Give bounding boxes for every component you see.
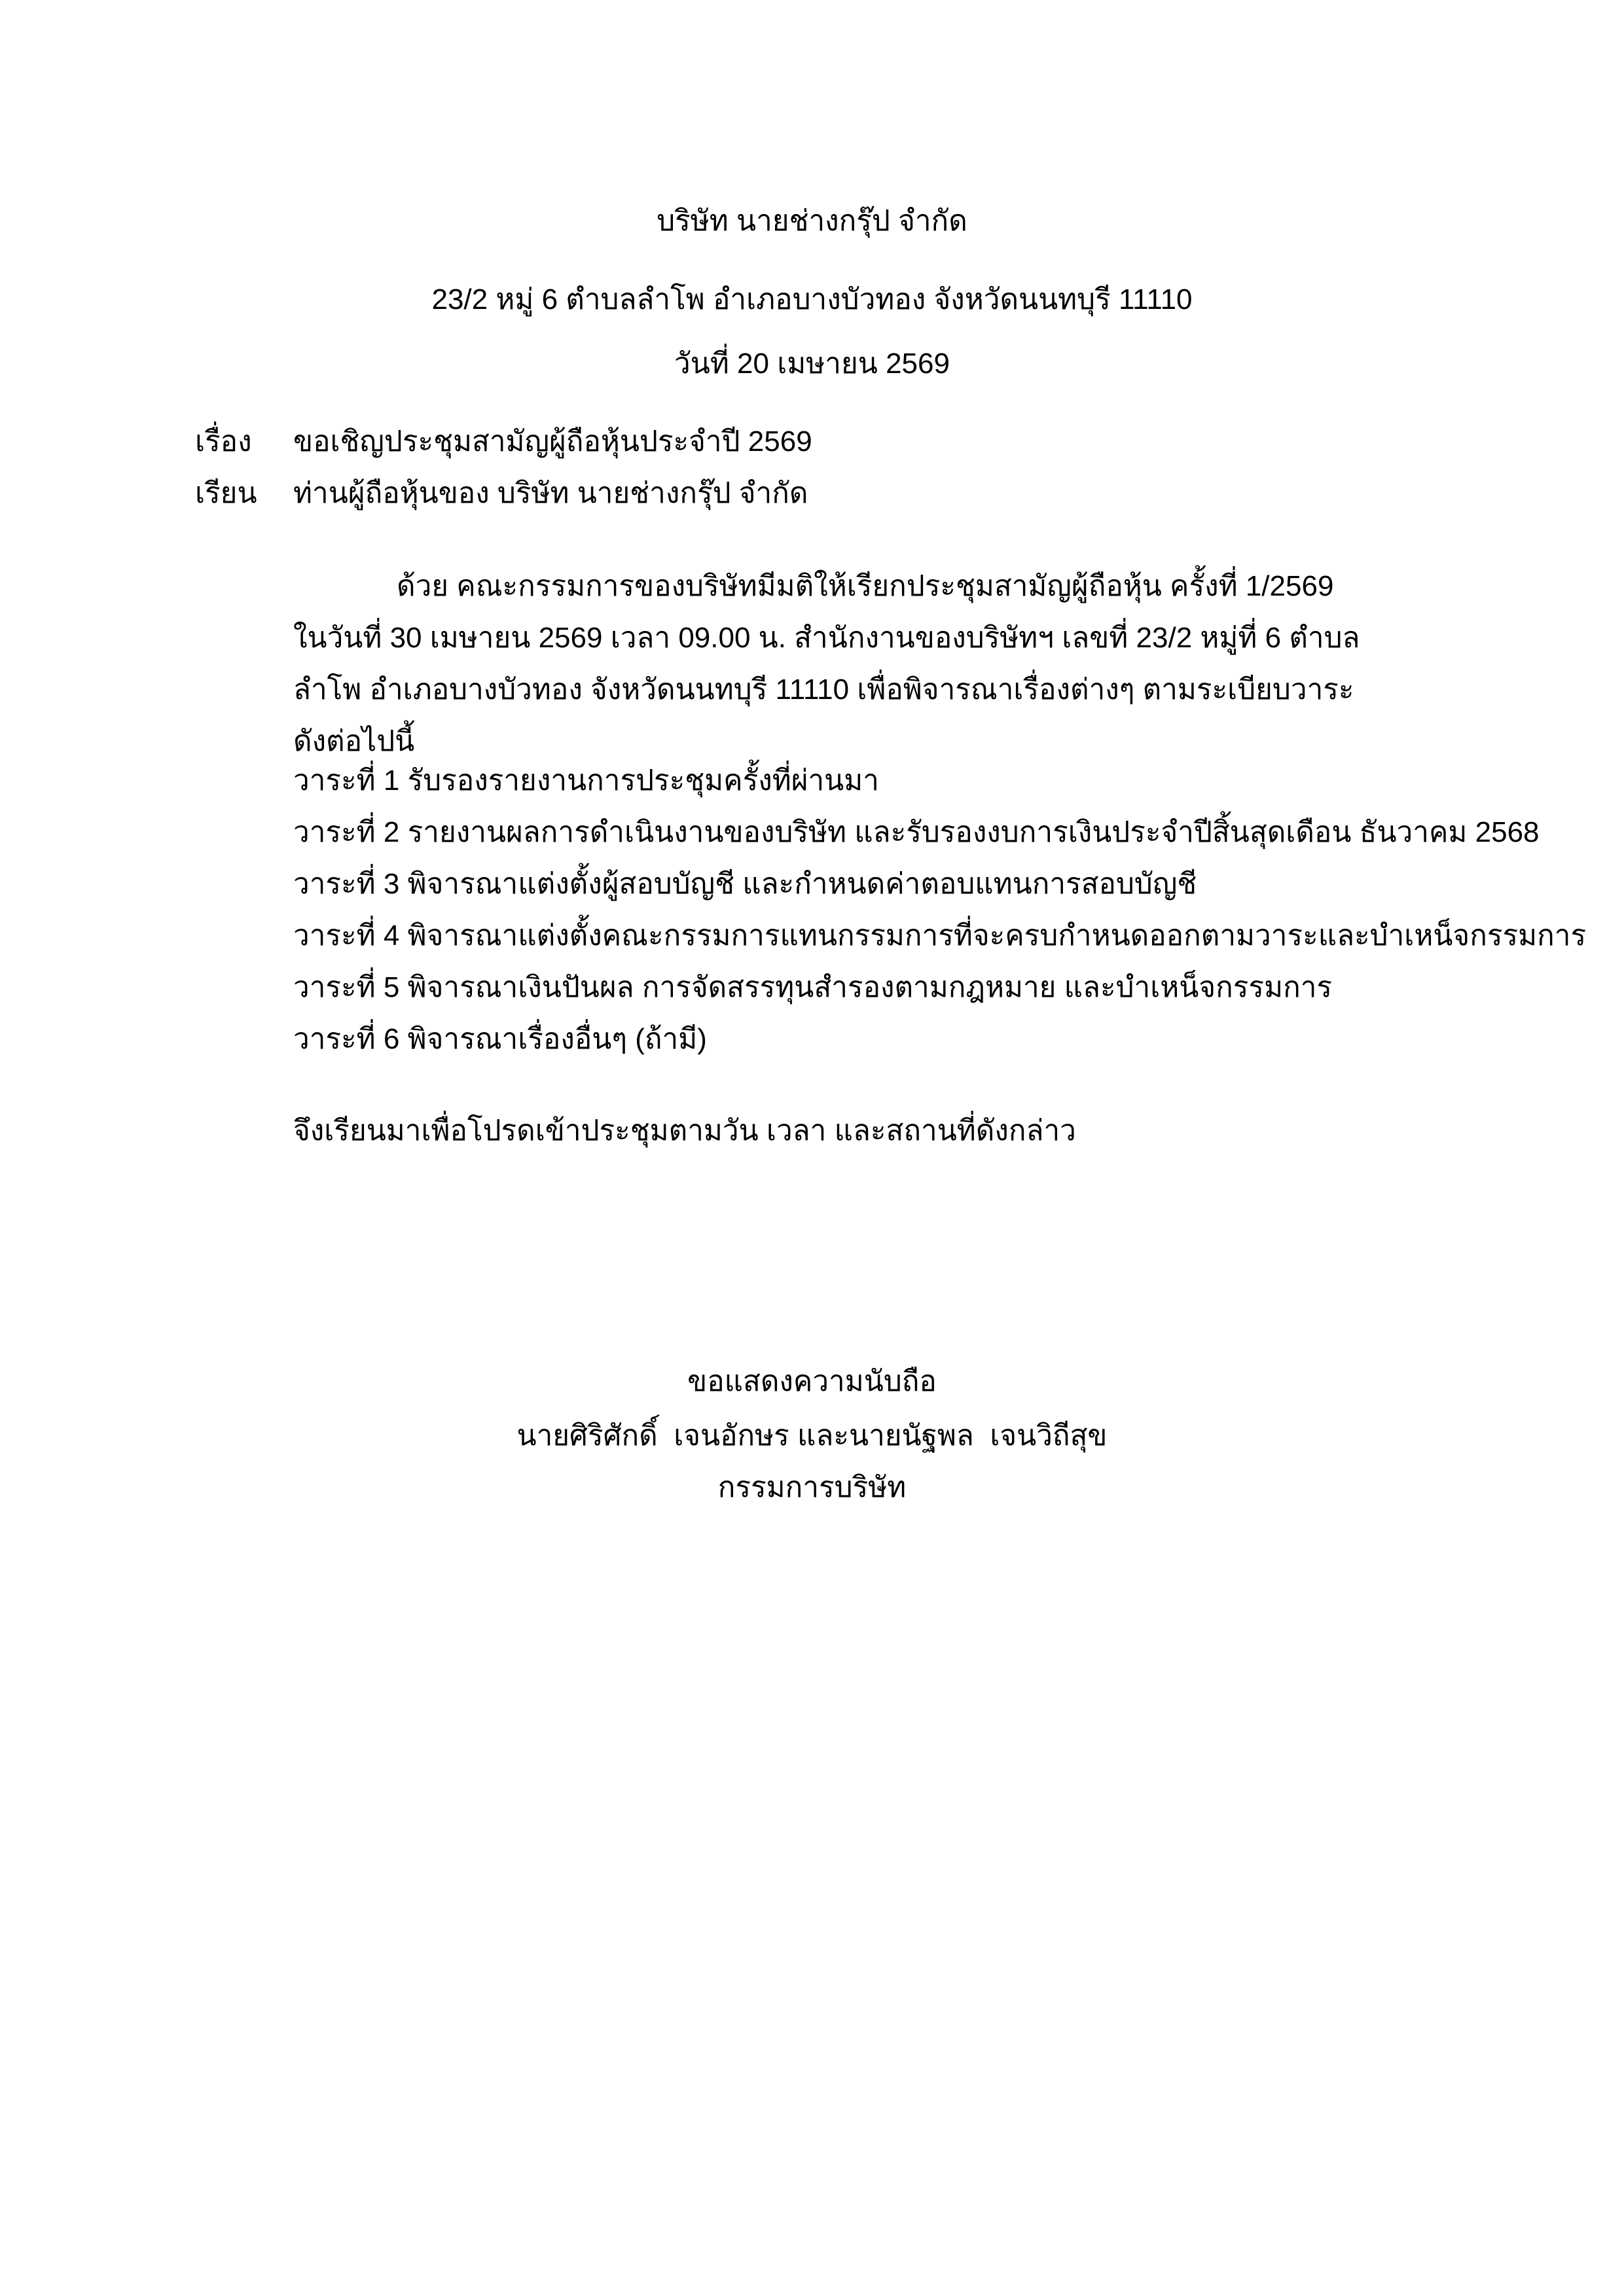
agenda-item-3: วาระที่ 3 พิจารณาแต่งตั้งผู้สอบบัญชี และกำหนดค่าตอบแทนการสอบบัญชี — [293, 868, 1197, 900]
agenda-list — [293, 755, 1587, 1065]
company-address: 23/2 หมู่ 6 ตำบลลำโพ อำเภอบางบัวทอง จังหวัดนนทบุรี 11110 — [431, 283, 1193, 315]
closing-line: จึงเรียนมาเพื่อโปรดเข้าประชุมตามวัน เวลา และสถานที่ดังกล่าว — [293, 1115, 1076, 1147]
agenda-item-4: วาระที่ 4 พิจารณาแต่งตั้งคณะกรรมการแทนกรรมการที่จะครบกำหนดออกตามวาระและบำเหน็จกรรมการ — [293, 920, 1587, 952]
agenda-item-6: วาระที่ 6 พิจารณาเรื่องอื่นๆ (ถ้ามี) — [293, 1023, 707, 1055]
agenda-item-2: วาระที่ 2 รายงานผลการดำเนินงานของบริษัท และรับรองงบการเงินประจำปีสิ้นสุดเดือน ธันวาคม 2568 — [293, 816, 1540, 848]
agenda-item-5: วาระที่ 5 พิจารณาเงินปันผล การจัดสรรทุนสำรองตามกฎหมาย และบำเหน็จกรรมการ — [293, 971, 1333, 1003]
subject-text: ขอเชิญประชุมสามัญผู้ถือหุ้นประจำปี 2569 — [293, 425, 812, 457]
body-paragraph: ด้วย คณะกรรมการของบริษัทมีมติให้เรียกประชุมสามัญผู้ถือหุ้น ครั้งที่ 1/2569 ในวันที่ 30 เมษายน 2569 เวลา 09.00 น. สำนักงานของบริษัทฯ เลขที่ 23/2 หมู่ที่ 6 ตำบลลำโพ อำเภอบางบัวทอง จังหวัดนนทบุรี 11110 เพื่อพิจารณาเรื่องต่างๆ ตามระเบียบวาระดังต่อไปนี้ — [293, 570, 1360, 757]
signature-salutation: ขอแสดงความนับถือ — [687, 1365, 937, 1397]
subject-label: เรื่อง — [195, 425, 252, 457]
recipient-text: ท่านผู้ถือหุ้นของ บริษัท นายช่างกรุ๊ป จำกัด — [293, 477, 808, 509]
signature-title: กรรมการบริษัท — [717, 1471, 907, 1503]
company-name: บริษัท นายช่างกรุ๊ป จำกัด — [657, 205, 967, 237]
agenda-item-1: วาระที่ 1 รับรองรายงานการประชุมครั้งที่ผ่านมา — [293, 764, 879, 797]
letter-date: วันที่ 20 เมษายน 2569 — [674, 348, 950, 380]
signature-signers: นายศิริศักดิ์ เจนอักษร และนายนัฐพล เจนวิถีสุข — [516, 1420, 1108, 1452]
recipient-label: เรียน — [195, 477, 257, 509]
